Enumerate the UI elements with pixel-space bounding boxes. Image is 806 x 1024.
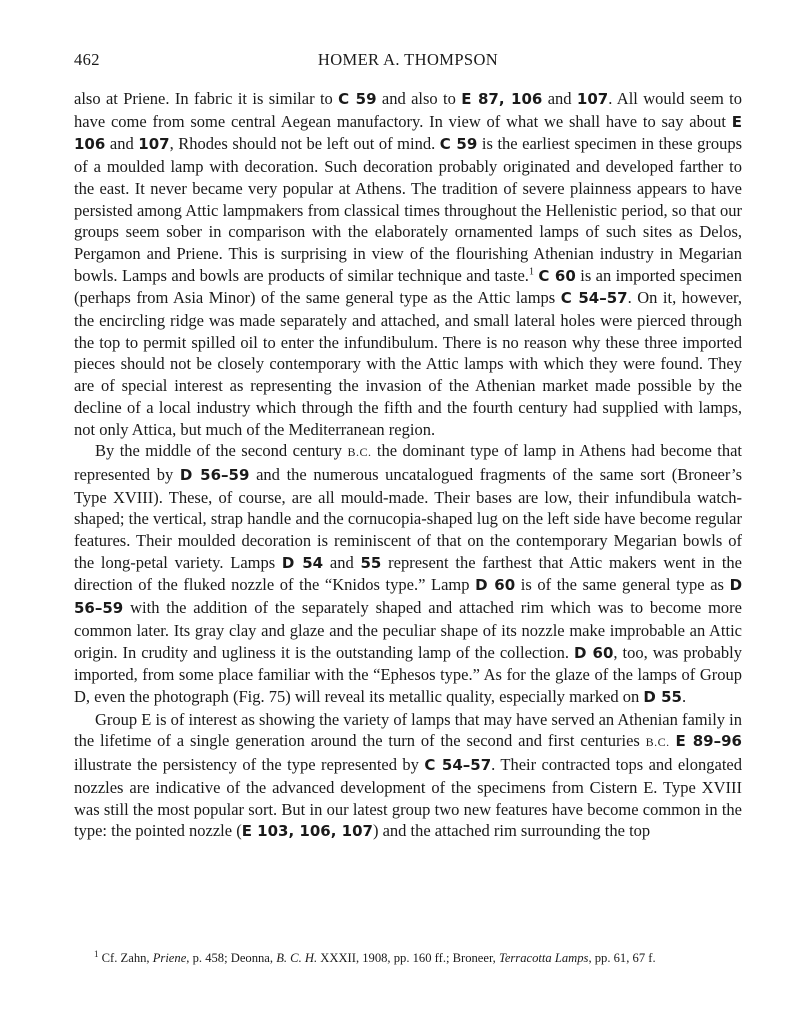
- text-run: the dominant type of lamp in Athens had become that represented by: [74, 441, 743, 484]
- footnote-marker: 1: [528, 266, 534, 278]
- catalogue-ref: C 60: [538, 266, 576, 285]
- text-run: . All would seem to have come from some central Aegean manufactory. In view of what we shall have to say about: [74, 89, 742, 131]
- catalogue-ref: E 89–96: [675, 732, 742, 751]
- text-run: is the earliest specimen in these groups of a moulded lamp with decoration. Such decoration probably originated and developed farther to the east. It never became very popular at Athens. The tradition of severe plainness appears to have persisted among Attic lampmakers from classical times throughout the Hellenistic period, so that our groups seem sober in comparison with the elaborately ornamented lamps of such sites as Delos, Pergamon and Priene. This is surprising in view of the flourishing Athenian industry in Megarian bowls. Lamps and bowls are products of similar technique and taste.: [74, 134, 742, 285]
- catalogue-ref: E 106: [74, 112, 742, 154]
- footnote-marker: 1: [94, 949, 99, 959]
- text-run: with the addition of the separately shaped and attached rim which was to become more common later. Its gray clay and glaze and the peculiar shape of its nozzle make improbable an Attic origin. In crudity and ugliness it is the outstanding lamp of the collection.: [74, 598, 742, 662]
- text-run: , Rhodes should not be left out of mind.: [169, 134, 440, 154]
- catalogue-ref: 55: [360, 553, 382, 572]
- catalogue-ref: D 60: [574, 643, 614, 662]
- text-run: . Their contracted tops and elongated nozzles are indicative of the advanced development of the specimens from Cistern E. Type XVIII was still the most popular sort. But in our latest group two new features have become common in the type: the pointed nozzle (: [74, 755, 742, 841]
- small-caps: B.C.: [347, 445, 372, 460]
- text-run: and the numerous uncatalogued fragments of the same sort (Broneer’s Type XVIII). These, of course, are all mould-made. Their bases are low, their infundibula watch-shaped; the vertical, strap handle and the cornucopia-shaped lug on the left side have become regular features. Their moulded decoration is reminiscent of that on the contemporary Megarian bowls of the long-petal variety. Lamps: [74, 464, 742, 572]
- paragraph-2: [74, 440, 742, 708]
- running-head: HOMER A. THOMPSON: [317, 50, 499, 69]
- catalogue-ref: C 59: [338, 90, 377, 108]
- page-header: [74, 50, 742, 72]
- catalogue-ref: C 54–57: [560, 289, 628, 308]
- paragraph-1: [74, 88, 742, 440]
- text-run: and: [323, 552, 361, 572]
- text-run: illustrate the persistency of the type represented by: [74, 755, 425, 775]
- body-text: [74, 88, 742, 843]
- text-run: , pp. 61, 67 f.: [588, 951, 656, 966]
- text-run: By the middle of the second century: [95, 441, 348, 461]
- text-run: ) and the attached rim surrounding the top: [372, 821, 651, 841]
- text-run: also at Priene. In fabric it is similar to: [74, 89, 339, 108]
- catalogue-ref: C 54–57: [424, 756, 492, 775]
- italic-title: B. C. H.: [276, 951, 318, 966]
- text-run: , too, was probably imported, from some place familiar with the “Ephesos type.” As for the glaze of the lamps of Group D, even the photograph (Fig. 75) will reveal its metallic quality, especially marked on: [74, 642, 742, 706]
- text-run: is an imported specimen (perhaps from Asia Minor) of the same general type as the Attic lamps: [74, 265, 743, 308]
- text-run: is of the same general type as: [515, 575, 730, 595]
- italic-title: Terracotta Lamps: [498, 951, 589, 966]
- text-run: Group E is of interest as showing the variety of lamps that may have served an Athenian family in the lifetime of a single generation around the turn of the second and first centuries: [74, 709, 743, 751]
- catalogue-ref: E 103, 106, 107: [241, 822, 373, 841]
- text-run: XXXII, 1908, pp. 160 ff.; Broneer,: [317, 951, 499, 966]
- footnote: [94, 946, 744, 966]
- catalogue-ref: D 56–59: [179, 465, 250, 484]
- text-run: and also to: [376, 89, 462, 108]
- text-run: represent the farthest that Attic makers went in the direction of the fluked nozzle of the “Knidos type.” Lamp: [74, 552, 742, 595]
- catalogue-ref: D 60: [475, 576, 516, 595]
- catalogue-ref: 107: [138, 135, 170, 154]
- catalogue-ref: D 55: [643, 687, 682, 706]
- italic-title: Priene: [152, 951, 187, 966]
- catalogue-ref: D 54: [281, 553, 324, 572]
- text-run: . On it, however, the encircling ridge was made separately and attached, and small lateral holes were pierced through the top to permit spilled oil to enter the infundibulum. There is no reason why these three imported pieces should not be closely contemporary with the Attic lamps with which they were found. They are of special interest as representing the invasion of the Athenian market made possible by the decline of a local industry which through the fifth and the fourth century had supplied with lamps, not only Attica, but much of the Mediterranean region.: [74, 288, 743, 439]
- catalogue-ref: E 87, 106: [461, 90, 543, 108]
- text-run: , p. 458; Deonna,: [186, 951, 277, 966]
- catalogue-ref: D 56–59: [74, 576, 743, 618]
- small-caps: B.C.: [645, 735, 670, 750]
- page-number: 462: [74, 50, 100, 69]
- text-run: and: [105, 134, 139, 154]
- text-run: Cf. Zahn,: [98, 951, 153, 966]
- text-run: and: [542, 89, 577, 108]
- paragraph-3: [74, 709, 742, 843]
- catalogue-ref: C 59: [439, 135, 478, 154]
- catalogue-ref: 107: [576, 90, 609, 108]
- text-run: .: [681, 686, 687, 706]
